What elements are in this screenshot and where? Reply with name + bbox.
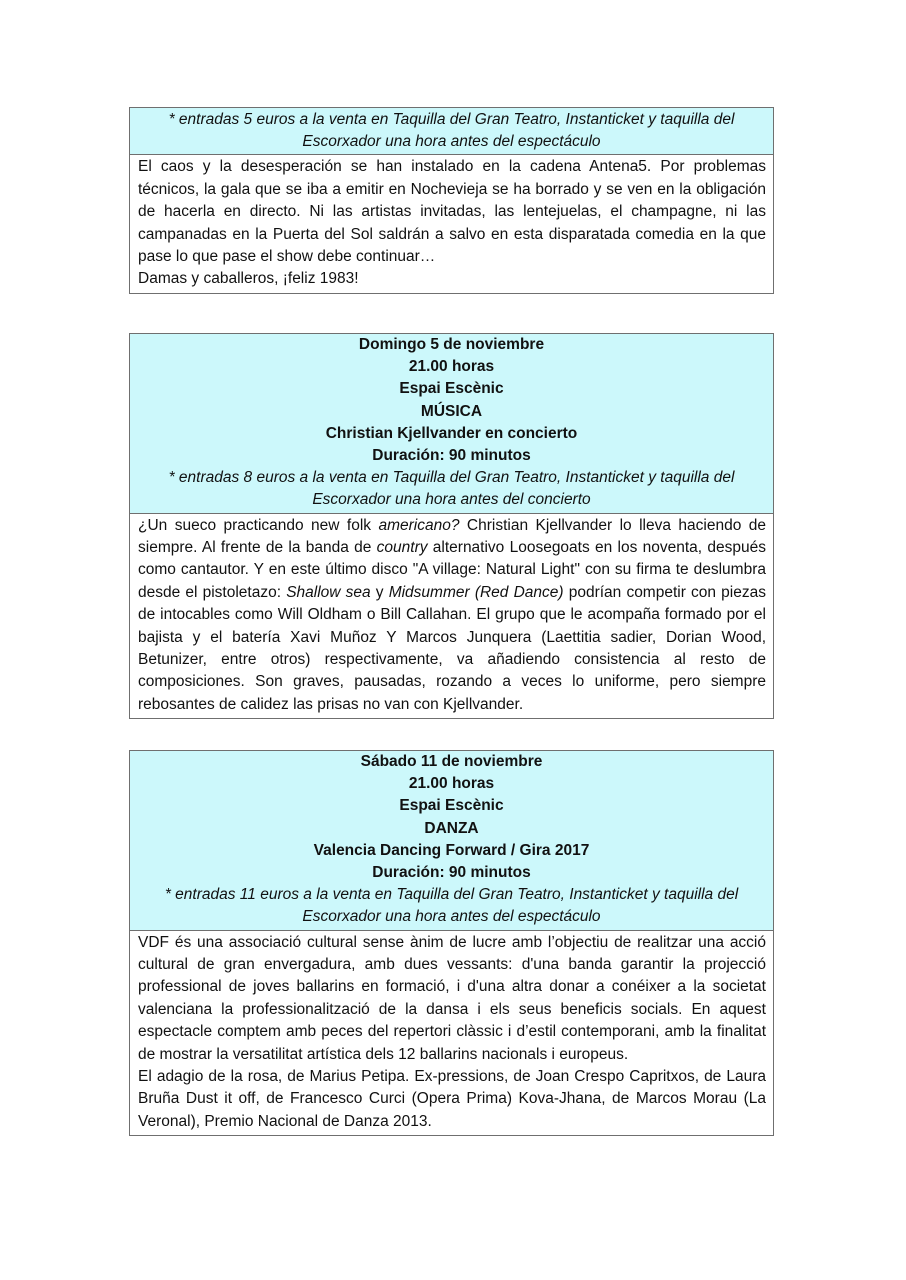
description-paragraph [138,515,766,717]
ticket-note: * entradas 11 euros a la venta en Taquilla del Gran Teatro, Instanticket y taquilla del Escorxador una hora antes del espectáculo [164,886,739,926]
event-header [130,334,773,514]
description-text: podrían competir con piezas de intocables como Will Oldham o Bill Callahan. El grupo que le acompaña formado por el bajista y el batería Xavi Muñoz Y Marcos Junquera (Laettitia sadier, Dorian Wood, Betunizer, entre otros) respectivamente, va añadiendo consistencia al resto de composiciones. Son graves, pausadas, rozando a veces lo uniforme, pero siempre rebosantes de calidez las prisas no van con Kjellvander. [138,583,766,713]
event-time: 21.00 horas [408,358,495,376]
event-header [130,108,773,155]
event-time: 21.00 horas [408,775,495,793]
ticket-note: * entradas 8 euros a la venta en Taquilla del Gran Teatro, Instanticket y taquilla del Escorxador una hora antes del concierto [168,469,735,509]
event-category: DANZA [424,819,479,837]
event-description [130,514,773,719]
description-emphasis: Shallow sea [286,583,371,601]
event-title: Valencia Dancing Forward / Gira 2017 [313,841,590,859]
event-venue: Espai Escènic [399,797,504,815]
event-venue: Espai Escènic [399,380,504,398]
event-date: Sábado 11 de noviembre [360,753,543,770]
description-paragraph: Damas y caballeros, ¡feliz 1983! [138,270,359,288]
event-date: Domingo 5 de noviembre [358,336,545,353]
description-paragraph: El caos y la desesperación se han instalado en la cadena Antena5. Por problemas técnicos, la gala que se iba a emitir en Nochevieja se ha borrado y se ven en la obligación de hacerla en directo. Ni las artistas invitadas, las lentejuelas, el champagne, ni las campanadas en la Puerta del Sol saldrán a salvo en esta disparatada comedia en la que pase lo que pase el show debe continuar… [138,158,766,266]
description-text: Christian Kjellvander lo lleva haciendo de siempre. Al frente de la banda de [138,516,766,557]
event-title: Christian Kjellvander en concierto [325,424,578,442]
event-header [130,751,773,931]
description-paragraph: VDF és una associació cultural sense ànim de lucre amb l’objectiu de realitzar una acció cultural de gran envergadura, amb dues vessants: d'una banda garantir la projecció professional de joves ballarins en formació, i d'una altra donar a conéixer a la societat valenciana la professionalització de la dansa i els seus beneficis socials. En aquest espectacle comptem amb peces del repertori clàssic i d’estil contemporani, amb la finalitat de mostrar la versatilitat artística dels 12 ballarins nacionals i europeus. [138,933,766,1063]
description-text: y [370,583,389,601]
event-description [130,155,773,292]
description-paragraph: El adagio de la rosa, de Marius Petipa. Ex-pressions, de Joan Crespo Capritxos, de Laura Bruña Dust it off, de Francesco Curci (Opera Prima) Kova-Jhana, de Marcos Morau (La Veronal), Premio Nacional de Danza 2013. [138,1068,766,1130]
event-category: MÚSICA [420,402,483,420]
description-emphasis: country [376,539,428,557]
description-text: ¿Un sueco practicando new folk [138,516,379,534]
event-duration: Duración: 90 minutos [372,447,531,465]
event-duration: Duración: 90 minutos [372,864,531,882]
description-emphasis: Midsummer (Red Dance) [388,583,564,601]
description-emphasis: americano? [378,516,460,534]
event-block-3 [129,750,774,1136]
description-text: alternativo Loosegoats en los noventa, después como cantautor. Y en este último disco "A village: Natural Light" con su firma te deslumbra desde el pistoletazo: [138,539,766,601]
event-block-1 [129,107,774,294]
event-description [130,931,773,1136]
ticket-note: * entradas 5 euros a la venta en Taquilla del Gran Teatro, Instanticket y taquilla del Escorxador una hora antes del espectáculo [168,111,735,151]
event-block-2 [129,333,774,719]
